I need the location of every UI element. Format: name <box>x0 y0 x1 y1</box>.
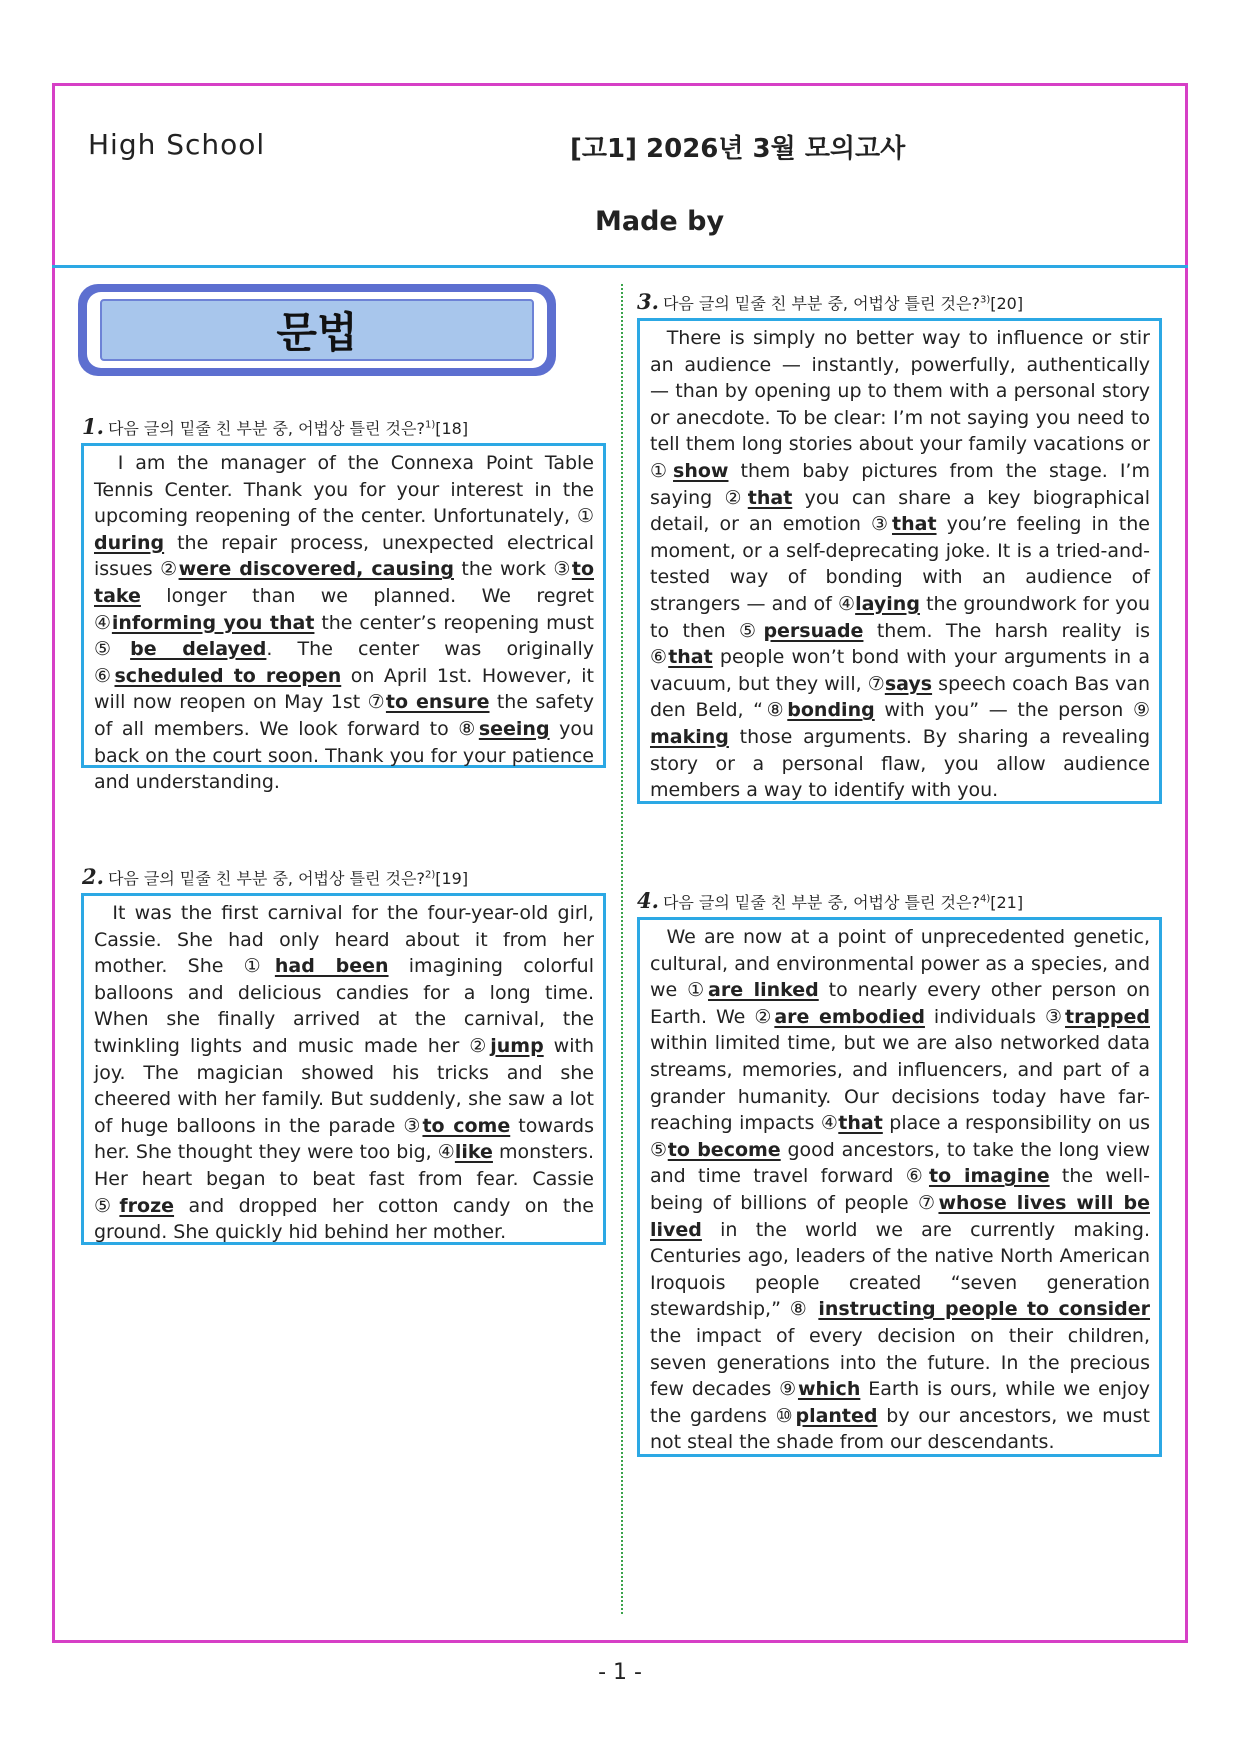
passage-text: the impact of every decision on their children, seven generations into the future. In the precious few decades ⑨ <box>650 1324 1150 1401</box>
question-number: 2. <box>82 864 104 889</box>
passage-text: I am the manager of the Connexa Point Table Tennis Center. Thank you for your interest in the upcoming reopening of the center. Unfortunately, ① <box>94 452 594 528</box>
passage-text: to nearly every other person on Earth. We ② <box>650 979 1150 1028</box>
underlined-expression: which <box>797 1378 861 1401</box>
underlined-expression: planted <box>795 1404 878 1427</box>
underlined-expression: to take <box>94 558 594 607</box>
underlined-expression: be delayed <box>130 638 267 661</box>
underlined-expression: bonding <box>787 699 875 722</box>
header-divider <box>52 265 1188 268</box>
underlined-expression: during <box>94 531 165 554</box>
footnote-ref: 1) <box>424 419 436 431</box>
question-prompt: 다음 글의 밑줄 친 부분 중, 어법상 틀린 것은? <box>662 294 980 313</box>
footnote-ref: 3) <box>979 294 991 306</box>
passage-text: We are now at a point of unprecedented genetic, cultural, and environmental power as a species, and we ① <box>650 926 1150 1002</box>
question-2-passage <box>81 893 606 1245</box>
passage-text: the groundwork for you to then ⑤ <box>650 592 1150 642</box>
passage-text: individuals ③ <box>924 1005 1066 1028</box>
underlined-expression: making <box>650 725 729 748</box>
passage-text: It was the first carnival for the four-year-old girl, Cassie. She had only heard about it from her mother. She ① <box>94 902 594 978</box>
passage-text: Earth is ours, while we enjoy the gardens ⑩ <box>650 1378 1150 1427</box>
passage-text: those arguments. By sharing a revealing story or a personal flaw, you allow audience members a way to identify with you. <box>650 725 1150 802</box>
passage-text: the well-being of billions of people ⑦ <box>650 1165 1150 1214</box>
underlined-expression: to come <box>422 1114 511 1137</box>
passage-text: speech coach Bas van den Beld, “⑧ <box>650 672 1150 722</box>
underlined-expression: show <box>673 459 729 482</box>
passage-text: with joy. The magician showed his tricks and she cheered with her family. But suddenly, she saw a lot of huge balloons in the parade ③ <box>94 1034 594 1137</box>
passage-text: on April 1st. However, it will now reopen on May 1st ⑦ <box>94 664 594 714</box>
underlined-expression: to become <box>667 1138 781 1161</box>
underlined-expression: jump <box>490 1034 544 1057</box>
underlined-expression: had been <box>274 955 389 978</box>
underlined-expression: scheduled to reopen <box>114 664 342 687</box>
underlined-expression: seeing <box>478 717 550 740</box>
section-title: 문법 <box>100 299 534 361</box>
passage-text: in the world we are currently making. Centuries ago, leaders of the native North American Iroquois people created “seven generation stewardship,” ⑧ <box>650 1218 1150 1321</box>
exam-title: [고1] 2026년 3월 모의고사 <box>570 134 906 164</box>
column-divider <box>621 284 623 1614</box>
passage-text: the safety of all members. We look forward to ⑧ <box>94 691 594 740</box>
underlined-expression: persuade <box>763 619 864 642</box>
question-number: 3. <box>637 289 659 314</box>
question-4-title <box>637 888 1023 913</box>
passage-text: monsters. Her heart began to beat fast from fear. Cassie ⑤ <box>94 1141 594 1217</box>
underlined-expression: to ensure <box>385 691 490 714</box>
underlined-expression: to imagine <box>928 1165 1050 1188</box>
passage-text: longer than we planned. We regret ④ <box>94 584 594 634</box>
question-number: 1. <box>82 414 104 439</box>
underlined-expression: like <box>454 1141 493 1164</box>
question-prompt: 다음 글의 밑줄 친 부분 중, 어법상 틀린 것은? <box>107 869 425 888</box>
question-code: [21] <box>990 893 1024 912</box>
question-1-passage <box>81 443 606 794</box>
passage-text: them. The harsh reality is ⑥ <box>650 619 1150 669</box>
underlined-expression: were discovered, causing <box>178 558 454 581</box>
underlined-expression: laying <box>855 592 920 615</box>
underlined-expression: that <box>838 1112 883 1135</box>
underlined-expression: says <box>884 672 933 695</box>
passage-text: the repair process, unexpected electrical issues ② <box>94 531 594 581</box>
passage-text: There is simply no better way to influence or stir an audience — instantly, powerfully, authentically — than by opening up to them with a personal story or anecdote. To be clear: I’m not saying you need to tell them long stories about your family vacations or ① <box>650 327 1150 482</box>
question-code: [20] <box>990 294 1024 313</box>
page-number: - 1 - <box>598 1660 642 1685</box>
question-code: [18] <box>435 419 469 438</box>
underlined-expression: are linked <box>708 979 819 1002</box>
question-prompt: 다음 글의 밑줄 친 부분 중, 어법상 틀린 것은? <box>107 419 425 438</box>
passage-text: with you” — the person ⑨ <box>874 699 1150 722</box>
underlined-expression: that <box>747 486 793 509</box>
underlined-expression: froze <box>119 1194 175 1217</box>
underlined-expression: whose lives will be lived <box>650 1191 1150 1241</box>
underlined-expression: trapped <box>1065 1005 1150 1028</box>
passage-text: good ancestors, to take the long view and time travel forward ⑥ <box>650 1138 1150 1188</box>
school-name: High School <box>88 128 266 161</box>
passage-text: and dropped her cotton candy on the ground. She quickly hid behind her mother. <box>94 1194 594 1244</box>
passage-text: by our ancestors, we must not steal the shade from our descendants. <box>650 1404 1150 1454</box>
underlined-expression: that <box>668 646 713 669</box>
passage-text: you can share a key biographical detail, or an emotion ③ <box>650 486 1150 536</box>
question-number: 4. <box>637 888 659 913</box>
passage-text: you back on the court soon. Thank you for your patience and understanding. <box>94 717 595 794</box>
question-code: [19] <box>435 869 469 888</box>
footnote-ref: 4) <box>979 893 991 905</box>
question-1-title <box>82 414 468 439</box>
passage-text: the work ③ <box>453 558 572 581</box>
passage-text: the center’s reopening must ⑤ <box>94 611 594 661</box>
passage-text: them baby pictures from the stage. I’m saying ② <box>650 459 1150 509</box>
question-2-title <box>82 864 468 889</box>
made-by: Made by <box>595 206 725 237</box>
passage-text: towards her. She thought they were too big, ④ <box>94 1114 594 1164</box>
question-4-passage <box>637 917 1162 1457</box>
underlined-expression: that <box>892 513 937 536</box>
question-3-passage <box>637 318 1162 804</box>
passage-text: . The center was originally ⑥ <box>94 638 594 687</box>
question-prompt: 다음 글의 밑줄 친 부분 중, 어법상 틀린 것은? <box>662 893 980 912</box>
passage-text: you’re feeling in the moment, or a self-deprecating joke. It is a tried-and-tested way of bonding with an audience of strangers — and of ④ <box>650 513 1150 615</box>
section-badge <box>78 284 556 376</box>
footnote-ref: 2) <box>424 869 436 881</box>
passage-text: people won’t bond with your arguments in a vacuum, but they will, ⑦ <box>650 646 1150 695</box>
passage-text: place a responsibility on us ⑤ <box>650 1112 1151 1161</box>
underlined-expression: instructing people to consider <box>818 1298 1150 1321</box>
underlined-expression: are embodied <box>774 1005 925 1028</box>
passage-text: within limited time, but we are also networked data streams, memories, and influencers, and part of a grander humanity. Our decisions today have far-reaching impacts ④ <box>650 1032 1150 1135</box>
underlined-expression: informing you that <box>111 611 315 634</box>
question-3-title <box>637 289 1023 314</box>
passage-text: imagining colorful balloons and delicious candies for a long time. When she finally arrived at the carnival, the twinkling lights and music made her ② <box>94 955 594 1057</box>
